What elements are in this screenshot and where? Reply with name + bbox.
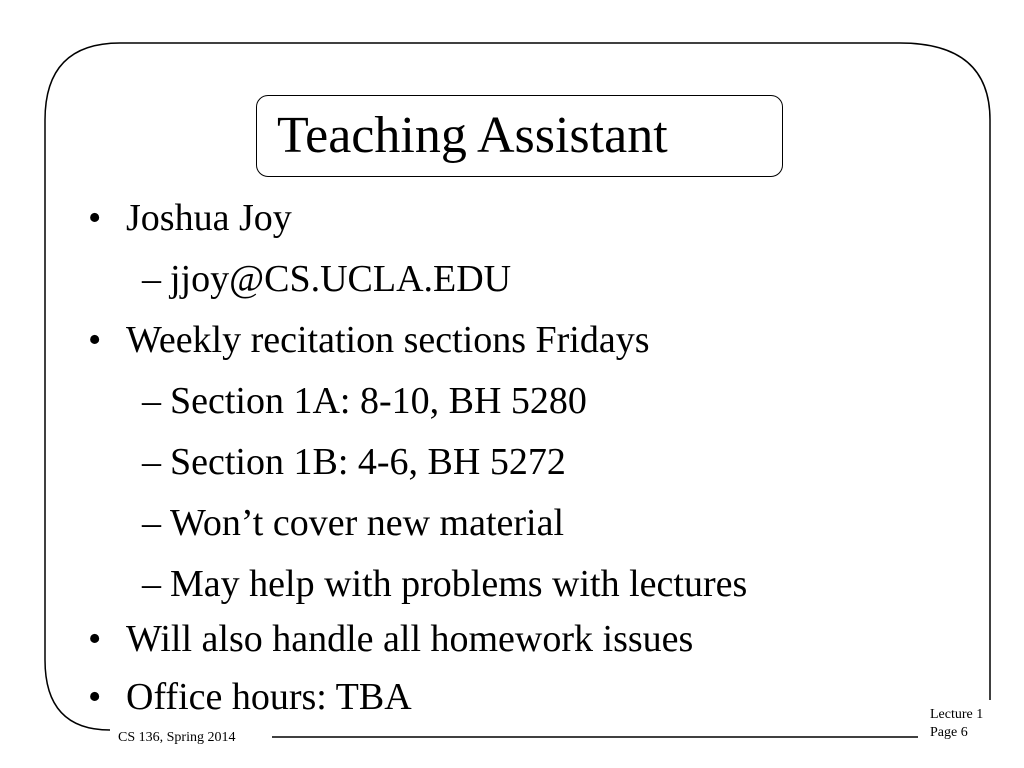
footer-lecture: Lecture 1: [930, 707, 984, 722]
dash-glyph: –: [142, 380, 161, 422]
dash-glyph: –: [142, 502, 161, 544]
bullet-glyph: •: [88, 676, 102, 718]
dash-glyph: –: [142, 258, 161, 300]
bullet-item-homework: Will also handle all homework issues: [126, 618, 694, 660]
bullet-glyph: •: [88, 618, 102, 660]
sub-item-help-problems: May help with problems with lectures: [170, 563, 748, 605]
slide-title: Teaching Assistant: [277, 107, 668, 164]
bullet-item-office-hours: Office hours: TBA: [126, 676, 412, 718]
bullet-item-joshua-joy: Joshua Joy: [126, 197, 292, 239]
bullet-glyph: •: [88, 197, 102, 239]
dash-glyph: –: [142, 441, 161, 483]
footer-lecture-page: [930, 706, 983, 742]
sub-item-no-new-material: Won’t cover new material: [170, 502, 565, 544]
footer-page: Page 6: [930, 725, 968, 740]
bullet-glyph: •: [88, 319, 102, 361]
footer-course: CS 136, Spring 2014: [118, 730, 236, 745]
bullet-item-recitation: Weekly recitation sections Fridays: [126, 319, 650, 361]
sub-item-section-1a: Section 1A: 8-10, BH 5280: [170, 380, 587, 422]
sub-item-section-1b: Section 1B: 4-6, BH 5272: [170, 441, 566, 483]
dash-glyph: –: [142, 563, 161, 605]
sub-item-email: jjoy@CS.UCLA.EDU: [170, 258, 512, 300]
